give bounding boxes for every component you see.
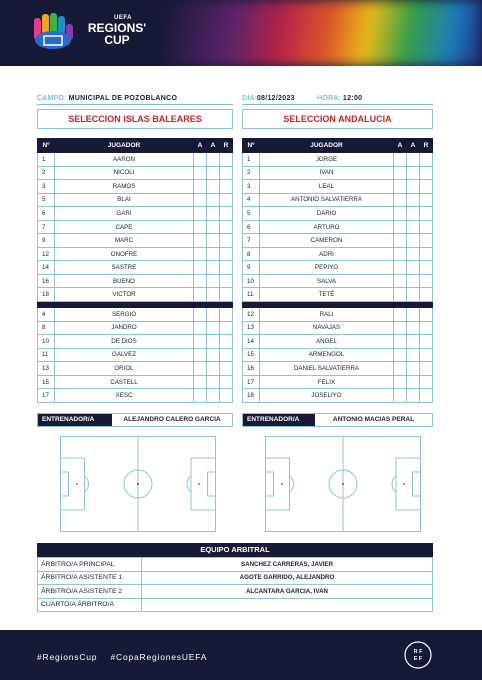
- hashtags: [37, 652, 217, 662]
- hora-label: HORA:: [317, 95, 341, 102]
- card-a2-cell: [407, 207, 420, 221]
- campo-label: CAMPO:: [37, 95, 67, 102]
- player-name: NAVAJAS: [260, 321, 394, 335]
- header-banner: [0, 0, 482, 66]
- player-row: [243, 193, 433, 207]
- player-row: [38, 153, 233, 167]
- card-a2-cell: [407, 335, 420, 349]
- card-r-cell: [220, 362, 233, 376]
- home-coach-name: ALEJANDRO CALERO GARCIA: [123, 416, 221, 423]
- card-a1-cell: [394, 362, 407, 376]
- card-a1-cell: [194, 362, 207, 376]
- player-name: DE DIOS: [55, 335, 194, 349]
- logo-line-2: CUP: [104, 33, 130, 47]
- player-number: 3: [38, 180, 55, 194]
- player-name: CAMERON: [260, 234, 394, 248]
- player-number: 14: [38, 261, 55, 275]
- player-number: 16: [38, 274, 55, 288]
- player-name: SASTRE: [55, 261, 194, 275]
- player-row: [38, 247, 233, 261]
- player-name: SALVA: [260, 274, 394, 288]
- card-r-cell: [220, 375, 233, 389]
- player-row: [243, 389, 433, 403]
- player-name: TETÉ: [260, 288, 394, 302]
- player-row: [243, 261, 433, 275]
- player-number: 1: [243, 153, 260, 167]
- hora-field: [317, 95, 362, 102]
- card-r-cell: [420, 207, 433, 221]
- player-row: [243, 234, 433, 248]
- player-name: GARI: [55, 207, 194, 221]
- player-row: [38, 321, 233, 335]
- card-a1-cell: [194, 234, 207, 248]
- card-a2-cell: [207, 348, 220, 362]
- player-name: FELIX: [260, 375, 394, 389]
- player-name: ONOFRE: [55, 247, 194, 261]
- away-coach-row: [242, 413, 433, 427]
- player-number: 12: [243, 308, 260, 322]
- col-r-header: R: [420, 139, 433, 153]
- player-name: JORGE: [260, 153, 394, 167]
- home-team-name: SELECCION ISLAS BALEARES: [37, 109, 233, 129]
- card-r-cell: [220, 261, 233, 275]
- card-a2-cell: [207, 166, 220, 180]
- rfef-logo-icon: [404, 638, 432, 672]
- card-a1-cell: [194, 308, 207, 322]
- card-a2-cell: [207, 321, 220, 335]
- col-player-header: JUGADOR: [55, 139, 194, 153]
- card-a2-cell: [407, 308, 420, 322]
- player-number: 18: [38, 288, 55, 302]
- card-r-cell: [420, 220, 433, 234]
- card-a2-cell: [407, 180, 420, 194]
- player-name: CASTELL: [55, 375, 194, 389]
- dia-label: DÍA:: [242, 95, 257, 102]
- col-a1-header: A: [194, 139, 207, 153]
- player-row: [243, 308, 433, 322]
- player-row: [38, 207, 233, 221]
- card-r-cell: [220, 247, 233, 261]
- player-name: BLAI: [55, 193, 194, 207]
- card-r-cell: [220, 321, 233, 335]
- player-number: 5: [243, 207, 260, 221]
- player-row: [243, 207, 433, 221]
- roster-header-row: [243, 139, 433, 153]
- player-row: [38, 274, 233, 288]
- player-row: [243, 247, 433, 261]
- card-r-cell: [220, 153, 233, 167]
- player-name: ARMENGOL: [260, 348, 394, 362]
- card-r-cell: [220, 308, 233, 322]
- card-a1-cell: [194, 274, 207, 288]
- player-row: [38, 362, 233, 376]
- card-a1-cell: [394, 288, 407, 302]
- player-number: 10: [243, 274, 260, 288]
- campo-value: MUNICIPAL DE POZOBLANCO: [68, 95, 178, 102]
- card-a1-cell: [194, 153, 207, 167]
- card-r-cell: [420, 321, 433, 335]
- card-a2-cell: [407, 321, 420, 335]
- dia-field: [242, 95, 295, 102]
- card-r-cell: [220, 234, 233, 248]
- card-a2-cell: [207, 220, 220, 234]
- player-name: PEPIYO: [260, 261, 394, 275]
- card-a2-cell: [207, 288, 220, 302]
- player-row: [38, 220, 233, 234]
- card-r-cell: [420, 335, 433, 349]
- player-name: RAMOS: [55, 180, 194, 194]
- player-number: 8: [243, 247, 260, 261]
- divider: [37, 104, 233, 105]
- card-a2-cell: [207, 274, 220, 288]
- player-name: ANGEL: [260, 335, 394, 349]
- player-name: GALVEZ: [55, 348, 194, 362]
- player-name: DANIEL SALVATIERRA: [260, 362, 394, 376]
- logo-uefa-text: UEFA: [114, 15, 133, 21]
- away-team-name: SELECCION ANDALUCIA: [242, 109, 433, 129]
- card-r-cell: [220, 180, 233, 194]
- player-name: JOSELIYO: [260, 389, 394, 403]
- card-a1-cell: [194, 348, 207, 362]
- player-row: [243, 166, 433, 180]
- player-row: [243, 348, 433, 362]
- player-number: 13: [38, 362, 55, 376]
- player-row: [243, 180, 433, 194]
- logo-line-1: REGIONS': [87, 21, 147, 35]
- card-a1-cell: [394, 274, 407, 288]
- player-name: ADRI: [260, 247, 394, 261]
- player-number: 2: [243, 166, 260, 180]
- hashtag-regions-cup: #RegionsCup: [37, 652, 98, 662]
- referee-row: [38, 585, 433, 599]
- col-r-header: R: [220, 139, 233, 153]
- card-a1-cell: [194, 166, 207, 180]
- player-row: [38, 375, 233, 389]
- card-a2-cell: [207, 389, 220, 403]
- player-number: 6: [243, 220, 260, 234]
- card-a1-cell: [394, 153, 407, 167]
- col-a2-header: A: [407, 139, 420, 153]
- player-number: 10: [38, 335, 55, 349]
- card-r-cell: [420, 193, 433, 207]
- card-a2-cell: [407, 261, 420, 275]
- player-number: 3: [243, 180, 260, 194]
- card-a1-cell: [194, 335, 207, 349]
- card-r-cell: [420, 308, 433, 322]
- player-row: [243, 220, 433, 234]
- card-a1-cell: [394, 166, 407, 180]
- player-number: 8: [38, 321, 55, 335]
- player-row: [38, 335, 233, 349]
- col-num-header: Nº: [38, 139, 55, 153]
- card-r-cell: [420, 153, 433, 167]
- card-a1-cell: [394, 207, 407, 221]
- player-name: BUENO: [55, 274, 194, 288]
- logo-regions-text: [82, 22, 152, 46]
- card-a1-cell: [394, 261, 407, 275]
- hand-logo-icon: [30, 12, 76, 52]
- away-pitch-diagram: [265, 436, 421, 532]
- player-row: [38, 193, 233, 207]
- referee-name: SANCHEZ CARRERAS, JAVIER: [142, 558, 433, 572]
- card-a2-cell: [407, 375, 420, 389]
- player-number: 7: [243, 234, 260, 248]
- player-row: [243, 153, 433, 167]
- coach-label: ENTRENADOR/A: [38, 414, 112, 426]
- card-a2-cell: [207, 261, 220, 275]
- player-number: 4: [243, 193, 260, 207]
- player-number: 16: [243, 362, 260, 376]
- svg-text:E F: E F: [413, 656, 423, 662]
- card-a2-cell: [407, 153, 420, 167]
- card-a1-cell: [194, 207, 207, 221]
- player-row: [38, 348, 233, 362]
- col-player-header: JUGADOR: [260, 139, 394, 153]
- dia-value: 08/12/2023: [256, 95, 295, 102]
- referee-name: AGOTE GARRIDO, ALEJANDRO: [142, 571, 433, 585]
- col-a2-header: A: [207, 139, 220, 153]
- player-row: [38, 261, 233, 275]
- player-name: NICOLI: [55, 166, 194, 180]
- card-a2-cell: [407, 193, 420, 207]
- card-a1-cell: [394, 234, 407, 248]
- referee-role: ÁRBITRO/A PRINCIPAL: [38, 558, 142, 572]
- player-name: ANTONIO SALVATIERRA: [260, 193, 394, 207]
- card-a1-cell: [394, 321, 407, 335]
- card-a1-cell: [194, 180, 207, 194]
- player-number: 15: [243, 348, 260, 362]
- card-a1-cell: [394, 335, 407, 349]
- player-name: CAPE: [55, 220, 194, 234]
- referee-row: [38, 558, 433, 572]
- player-name: IVAN: [260, 166, 394, 180]
- card-a1-cell: [194, 220, 207, 234]
- player-row: [38, 180, 233, 194]
- card-a2-cell: [407, 288, 420, 302]
- card-a1-cell: [194, 193, 207, 207]
- player-row: [38, 389, 233, 403]
- referee-row: [38, 598, 433, 612]
- player-number: 18: [243, 389, 260, 403]
- referee-row: [38, 571, 433, 585]
- card-a2-cell: [207, 335, 220, 349]
- card-a1-cell: [194, 375, 207, 389]
- referee-role: ÁRBITRO/A ASISTENTE 1: [38, 571, 142, 585]
- divider: [242, 104, 433, 105]
- player-number: 11: [38, 348, 55, 362]
- card-r-cell: [220, 288, 233, 302]
- coach-label: ENTRENADOR/A: [243, 414, 315, 426]
- card-r-cell: [420, 288, 433, 302]
- card-r-cell: [420, 180, 433, 194]
- card-a2-cell: [207, 362, 220, 376]
- card-r-cell: [420, 166, 433, 180]
- card-a1-cell: [394, 220, 407, 234]
- card-r-cell: [420, 234, 433, 248]
- player-number: 6: [38, 207, 55, 221]
- player-name: JANDRO: [55, 321, 194, 335]
- away-coach-name: ANTONIO MACIAS PERAL: [332, 416, 415, 423]
- home-pitch-diagram: [60, 436, 216, 532]
- card-a1-cell: [394, 389, 407, 403]
- player-number: 9: [243, 261, 260, 275]
- player-name: LEAL: [260, 180, 394, 194]
- card-r-cell: [220, 166, 233, 180]
- player-name: DARIO: [260, 207, 394, 221]
- player-row: [38, 166, 233, 180]
- player-row: [243, 335, 433, 349]
- card-a2-cell: [407, 220, 420, 234]
- card-a1-cell: [194, 247, 207, 261]
- card-r-cell: [420, 389, 433, 403]
- rainbow-gradient: [162, 0, 482, 66]
- player-number: 5: [38, 193, 55, 207]
- card-a1-cell: [394, 308, 407, 322]
- card-r-cell: [220, 220, 233, 234]
- player-name: ORIOL: [55, 362, 194, 376]
- player-number: 7: [38, 220, 55, 234]
- player-name: AARON: [55, 153, 194, 167]
- player-number: 17: [38, 389, 55, 403]
- player-name: RALI: [260, 308, 394, 322]
- card-a2-cell: [407, 274, 420, 288]
- card-a1-cell: [194, 288, 207, 302]
- card-a2-cell: [207, 207, 220, 221]
- player-row: [243, 362, 433, 376]
- player-row: [38, 234, 233, 248]
- card-a1-cell: [194, 389, 207, 403]
- away-roster-table: [242, 138, 433, 403]
- col-num-header: Nº: [243, 139, 260, 153]
- player-number: 1: [38, 153, 55, 167]
- player-number: 9: [38, 234, 55, 248]
- player-row: [243, 375, 433, 389]
- card-a1-cell: [194, 321, 207, 335]
- card-a1-cell: [394, 348, 407, 362]
- referee-team-title: EQUIPO ARBITRAL: [37, 543, 433, 557]
- svg-text:R F: R F: [413, 649, 423, 655]
- card-a2-cell: [207, 308, 220, 322]
- card-a2-cell: [207, 153, 220, 167]
- player-row: [38, 288, 233, 302]
- card-r-cell: [420, 375, 433, 389]
- card-r-cell: [220, 348, 233, 362]
- card-r-cell: [220, 207, 233, 221]
- card-a1-cell: [394, 375, 407, 389]
- card-a1-cell: [394, 180, 407, 194]
- card-a1-cell: [194, 261, 207, 275]
- card-a2-cell: [407, 389, 420, 403]
- home-coach-row: [37, 413, 233, 427]
- card-r-cell: [220, 335, 233, 349]
- card-a2-cell: [207, 375, 220, 389]
- player-number: 15: [38, 375, 55, 389]
- referee-name: [142, 598, 433, 612]
- referee-table: [37, 557, 433, 612]
- player-name: XESC: [55, 389, 194, 403]
- player-row: [243, 288, 433, 302]
- campo-field: [37, 95, 177, 102]
- card-a2-cell: [207, 193, 220, 207]
- hora-value: 12:00: [342, 95, 363, 102]
- player-name: VICTOR: [55, 288, 194, 302]
- card-r-cell: [220, 389, 233, 403]
- player-number: 4: [38, 308, 55, 322]
- card-r-cell: [220, 274, 233, 288]
- referee-role: ÁRBITRO/A ASISTENTE 2: [38, 585, 142, 599]
- player-number: 11: [243, 288, 260, 302]
- card-a2-cell: [407, 234, 420, 248]
- card-a2-cell: [407, 348, 420, 362]
- card-r-cell: [420, 362, 433, 376]
- referee-name: ALCANTARA GARCIA, IVAN: [142, 585, 433, 599]
- player-row: [243, 321, 433, 335]
- card-a2-cell: [207, 180, 220, 194]
- player-number: 12: [38, 247, 55, 261]
- player-number: 2: [38, 166, 55, 180]
- card-a2-cell: [207, 247, 220, 261]
- referee-role: CUARTO/A ÁRBITRO/A: [38, 598, 142, 612]
- card-r-cell: [420, 348, 433, 362]
- home-roster-table: [37, 138, 233, 403]
- col-a1-header: A: [394, 139, 407, 153]
- player-row: [243, 274, 433, 288]
- card-a2-cell: [407, 362, 420, 376]
- card-r-cell: [220, 193, 233, 207]
- card-a2-cell: [407, 166, 420, 180]
- card-a1-cell: [394, 247, 407, 261]
- footer-banner: [0, 630, 482, 680]
- player-number: 17: [243, 375, 260, 389]
- card-a2-cell: [207, 234, 220, 248]
- card-a1-cell: [394, 193, 407, 207]
- card-r-cell: [420, 247, 433, 261]
- player-name: MARC: [55, 234, 194, 248]
- card-r-cell: [420, 261, 433, 275]
- player-name: ARTURO: [260, 220, 394, 234]
- card-r-cell: [420, 274, 433, 288]
- hashtag-copa-regiones: #CopaRegionesUEFA: [110, 652, 208, 662]
- roster-header-row: [38, 139, 233, 153]
- player-row: [38, 308, 233, 322]
- player-number: 13: [243, 321, 260, 335]
- regions-cup-logo: [30, 8, 160, 60]
- player-name: SERGIO: [55, 308, 194, 322]
- card-a2-cell: [407, 247, 420, 261]
- player-number: 14: [243, 335, 260, 349]
